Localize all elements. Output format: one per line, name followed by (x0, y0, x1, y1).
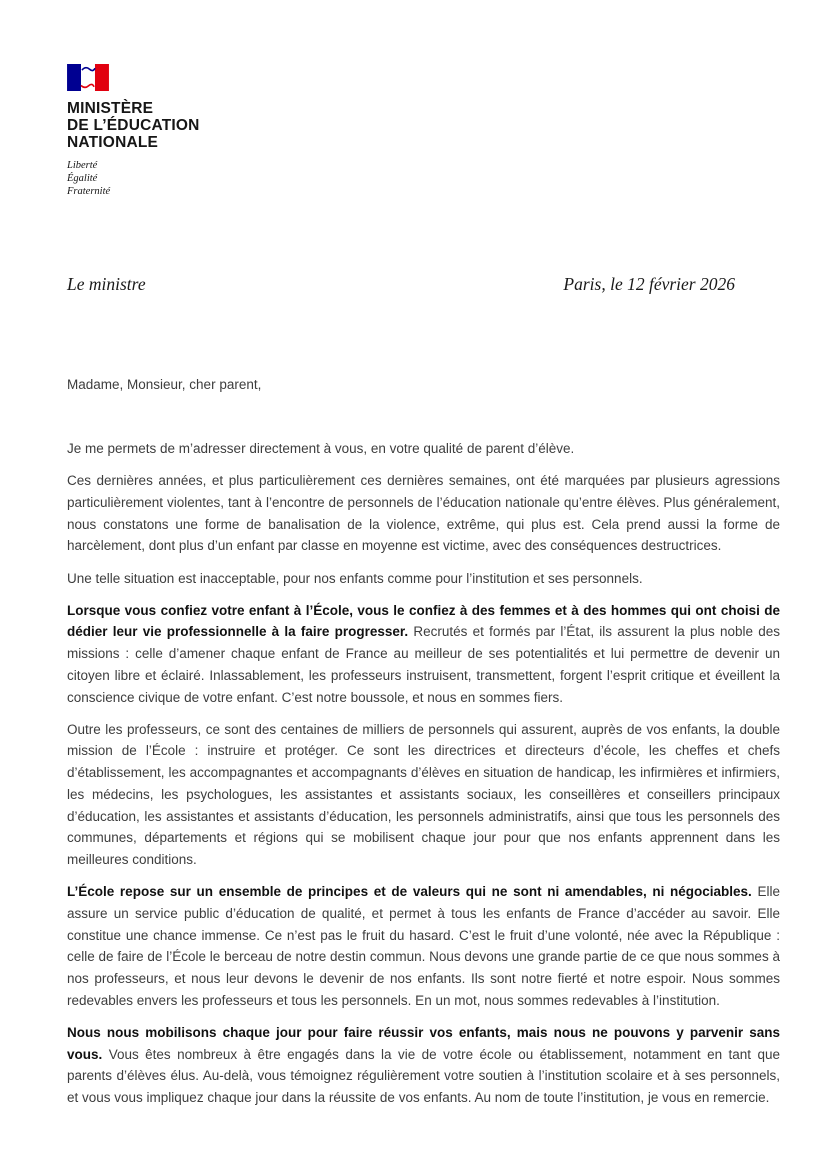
paragraph-7-text: Vous êtes nombreux à être engagés dans la vie de votre école ou établissement, notamment en tant que parents d’élèves élus. Au-delà, vous témoignez régulièrement votre soutien à l’institution scolaire et à ses personnels, et vous vous impliquez chaque jour dans la réussite de vos enfants. Au nom de toute l’institution, je vous en remercie. (67, 1046, 780, 1105)
paragraph-1 (67, 438, 780, 460)
paragraph-5 (67, 719, 780, 871)
paragraph-6-text: Elle assure un service public d’éducation de qualité, et permet à tous les enfants de France d’accéder au savoir. Elle constitue une chance immense. Ce n’est pas le fruit du hasard. C’est le fruit d’une volonté, née avec la République : celle de faire de l’École le berceau de notre destin commun. Nous devons une grande partie de ce que nous sommes à nos professeurs, et nous leur devons le devenir de nos enfants. Ils sont notre fierté et notre espoir. Nous sommes redevables envers les professeurs et tous les personnels. En un mot, nous sommes redevables à l’institution. (67, 884, 780, 1008)
paragraph-7-lead: Nous nous mobilisons chaque jour pour faire réussir vos enfants, mais nous ne pouvons y parvenir sans vous. (67, 1024, 780, 1062)
motto-line-fraternite: Fraternité (67, 186, 111, 197)
ministry-name (67, 100, 267, 151)
place-date: Paris, le 12 février 2026 (563, 274, 735, 294)
paragraph-6-lead: L’École repose sur un ensemble de principes et de valeurs qui ne sont ni amendables, ni négociables. (67, 884, 752, 900)
ministry-name-line-1: MINISTÈRE (67, 100, 154, 117)
paragraph-4-text: Recrutés et formés par l’État, ils assurent la plus noble des missions : celle d’amener chaque enfant de France au meilleur de ses potentialités et lui permettre de devenir un citoyen libre et éclairé. Inlassablement, les professeurs instruisent, transmettent, forgent l’esprit critique et éveillent la conscience civique de votre enfant. C’est notre boussole, et nous en sommes fiers. (67, 624, 780, 705)
salutation: Madame, Monsieur, cher parent, (67, 377, 262, 392)
paragraph-6 (67, 881, 780, 1011)
paragraph-2 (67, 470, 780, 557)
paragraph-4-lead: Lorsque vous confiez votre enfant à l’École, vous le confiez à des femmes et à des hommes qui ont choisi de dédier leur vie professionnelle à la faire progresser. (67, 602, 780, 640)
paragraph-3-text: Une telle situation est inacceptable, pour nos enfants comme pour l’institution et ses personnels. (67, 570, 643, 586)
letterhead (67, 64, 780, 198)
republic-motto (67, 159, 267, 198)
paragraph-2-text: Ces dernières années, et plus particulièrement ces dernières semaines, ont été marquées par plusieurs agressions particulièrement violentes, tant à l’encontre de personnels de l’éducation nationale qu’entre élèves. Plus généralement, nous constatons une forme de banalisation de la violence, extrême, qui plus est. Cela prend aussi la forme de harcèlement, dont plus d’un enfant par classe en moyenne est victime, avec des conséquences destructrices. (67, 473, 780, 554)
paragraph-4 (67, 600, 780, 709)
sender-date-row (67, 274, 780, 295)
paragraph-1-text: Je me permets de m’adresser directement à vous, en votre qualité de parent d’élève. (67, 441, 575, 456)
ministry-logo (67, 64, 267, 198)
motto-line-egalite: Égalité (67, 173, 98, 184)
paragraph-3 (67, 568, 780, 590)
motto-line-liberte: Liberté (67, 160, 98, 171)
ministry-name-line-3: NATIONALE (67, 134, 159, 151)
ministry-name-line-2: DE L’ÉDUCATION (67, 117, 200, 134)
paragraph-5-text: Outre les professeurs, ce sont des centaines de milliers de personnels qui assurent, auprès de vos enfants, la double mission de l’École : instruire et protéger. Ce sont les directrices et directeurs d’école, les cheffes et chefs d’établissement, les accompagnantes et accompagnants d’élèves en situation de handicap, les infirmières et infirmiers, les médecins, les psychologues, les assistantes et assistants sociaux, les conseillères et conseillers principaux d’éducation, les assistantes et assistants d’éducation, les personnels administratifs, ainsi que tous les personnels des communes, départements et régions qui se mobilisent chaque jour pour que nos enfants apprennent dans les meilleures conditions. (67, 721, 780, 867)
french-flag-icon (67, 64, 109, 91)
sender-title: Le ministre (67, 274, 146, 294)
letter-body (67, 438, 780, 1109)
paragraph-7 (67, 1022, 780, 1109)
